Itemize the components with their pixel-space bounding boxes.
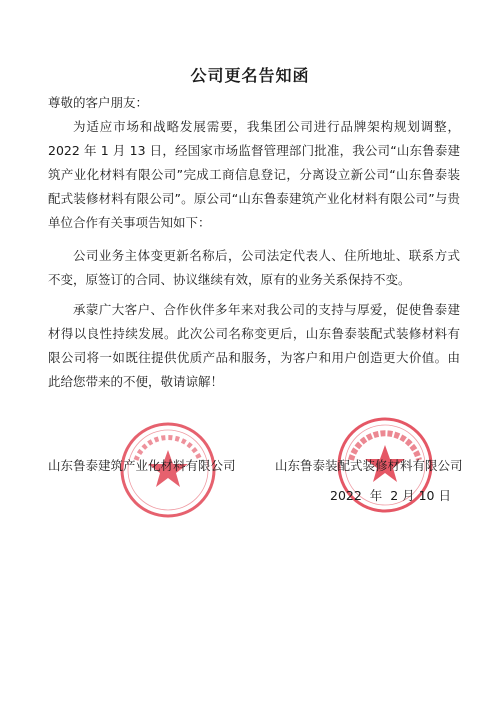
- greeting: 尊敬的客户朋友：: [48, 95, 149, 110]
- signature-right-company: 山东鲁泰装配式装修材料有限公司: [275, 458, 463, 473]
- paragraph-2: 公司业务主体变更新名称后，公司法定代表人、住所地址、联系方式不变，原签订的合同、协议继续有效，原有的业务关系保持不变。: [48, 248, 460, 287]
- page-title: 公司更名告知函: [190, 66, 310, 85]
- letter-date: 2022 年 2 月 10 日: [330, 488, 451, 503]
- paragraph-1: 为适应市场和战略发展需要，我集团公司进行品牌架构规划调整，2022 年 1 月 13 日，经国家市场监督管理部门批准，我公司“山东鲁泰建筑产业化材料有限公司”完成工商信息登记，分离设立新公司“山东鲁泰装配式装修材料有限公司”。原公司“山东鲁泰建筑产业化材料有限公司”与贵单位合作有关事项告知如下：: [48, 119, 460, 230]
- paragraph-3: 承蒙广大客户、合作伙伴多年来对我公司的支持与厚爱，促使鲁泰建材得以良性持续发展。此次公司名称变更后，山东鲁泰装配式装修材料有限公司将一如既往提供优质产品和服务，为客户和用户创造更大价值。由此给您带来的不便，敬请谅解！: [48, 302, 460, 389]
- signature-left-company: 山东鲁泰建筑产业化材料有限公司: [48, 458, 236, 473]
